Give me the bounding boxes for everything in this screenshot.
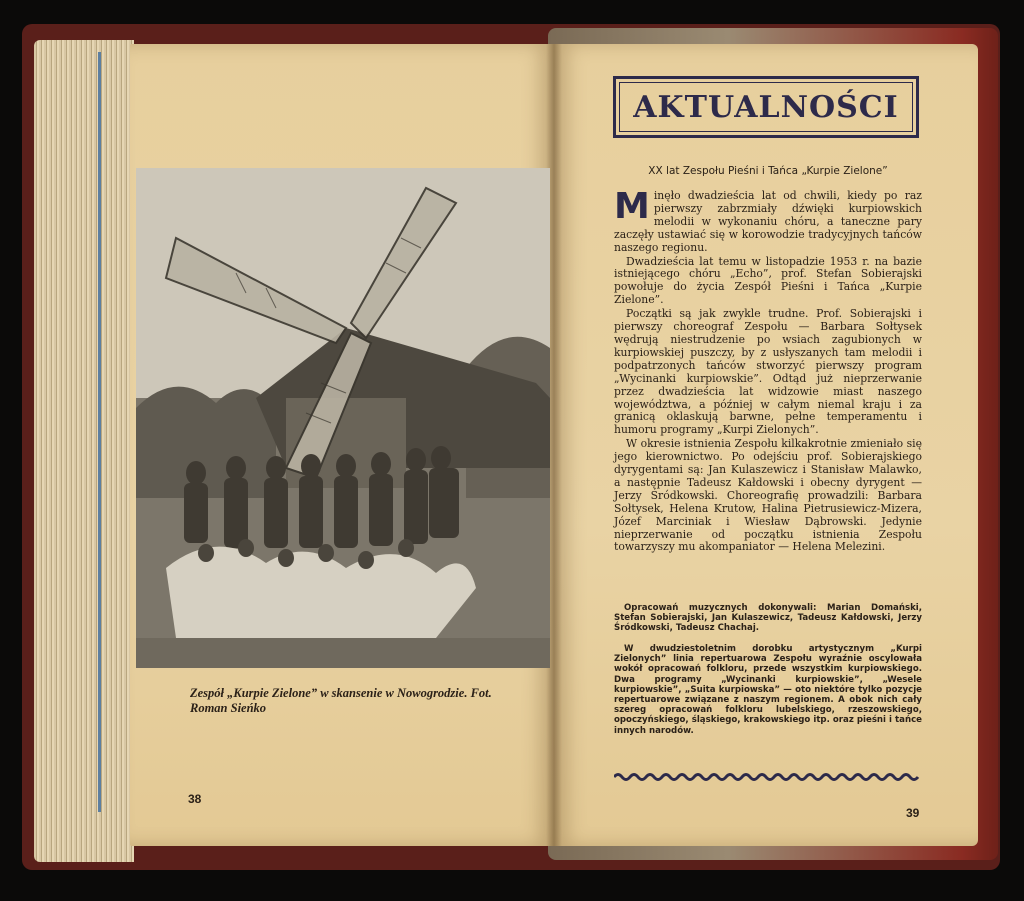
drop-cap: M — [614, 186, 650, 227]
page-stack-edge — [34, 40, 134, 862]
section-header — [613, 76, 919, 138]
article-title: XX lat Zespołu Pieśni i Tańca „Kurpie Zielone” — [648, 165, 888, 177]
windmill-folk-ensemble-photo — [136, 168, 550, 668]
article-paragraph: Minęło dwadzieścia lat od chwili, kiedy po raz pierwszy zabrzmiały dźwięki kurpiowskich melodii w wykonaniu chóru, a taneczne pary zaczęły ustawiać się w korowodzie tradycyjnych tańców naszego regionu. — [614, 186, 922, 254]
music-arrangements-note: Opracowań muzycznych dokonywali: Marian Domański, Stefan Sobierajski, Jan Kulaszewicz, Tadeusz Kałdowski, Jerzy Śródkowski, Tadeusz Chachaj. — [614, 603, 922, 634]
article-body — [614, 186, 922, 555]
section-header-title: AKTUALNOŚCI — [633, 89, 899, 125]
article-paragraph: Dwadzieścia lat temu w listopadzie 1953 r. na bazie istniejącego chóru „Echo”, prof. Stefan Sobierajski powołuje do życia Zespół Pieśni i Tańca „Kurpie Zielone”. — [614, 254, 922, 307]
wave-ornament — [614, 771, 920, 783]
bookmark-edge — [98, 52, 101, 812]
article-paragraph: Początki są jak zwykle trudne. Prof. Sobierajski i pierwszy choreograf Zespołu — Barbara Sołtysek wędrują niestrudzenie po wsiach zagubionych w kurpiowskiej puszczy, by z usłyszanych tam melodii i podpatrzonych tańców stworzyć pierwszy program „Wycinanki kurpiowskie”. Odtąd już nieprzerwanie przez dwadzieścia lat widzowie miast naszego województwa, a później w całym niemal kraju i za granicą oklaskują barwne, pełne temperamentu i humoru programy „Kurpi Zielonych”. — [614, 307, 922, 437]
photo-caption: Zespół „Kurpie Zielone” w skansenie w Nowogrodzie. Fot. Roman Sieńko — [190, 686, 492, 715]
article-paragraph: W okresie istnienia Zespołu kilkakrotnie zmieniało się jego kierownictwo. Po odejściu prof. Sobierajskiego dyrygentami są: Jan Kulaszewicz i Stanisław Malawko, a następnie Tadeusz Kałdowski i obecny dyrygent — Jerzy Śródkowski. Choreografię prowadzili: Barbara Sołtysek, Helena Krutow, Halina Pietrusiewicz-Mizera, Józef Marciniak i Wiesław Dąbrowski. Jedynie nieprzerwanie od początku istnienia Zespołu towarzyszy mu akompaniator — Helena Melezini. — [614, 437, 922, 554]
repertoire-note: W dwudziestoletnim dorobku artystycznym „Kurpi Zielonych” linia repertuarowa Zespołu wyraźnie oscylowała wokół opracowań folkloru, przede wszystkim kurpiowskiego. Dwa programy „Wycinanki kurpiowskie”, „Wesele kurpiowskie”, „Suita kurpiowska” — oto niektóre tylko pozycje repertuarowe związane z naszym regionem. A obok nich cały szereg opracowań folkloru lubelskiego, rzeszowskiego, opoczyńskiego, śląskiego, krakowskiego itp. oraz pieśni i tańce innych narodów. — [614, 644, 922, 736]
page-number-right: 39 — [906, 806, 920, 820]
page-number-left: 38 — [188, 792, 202, 806]
